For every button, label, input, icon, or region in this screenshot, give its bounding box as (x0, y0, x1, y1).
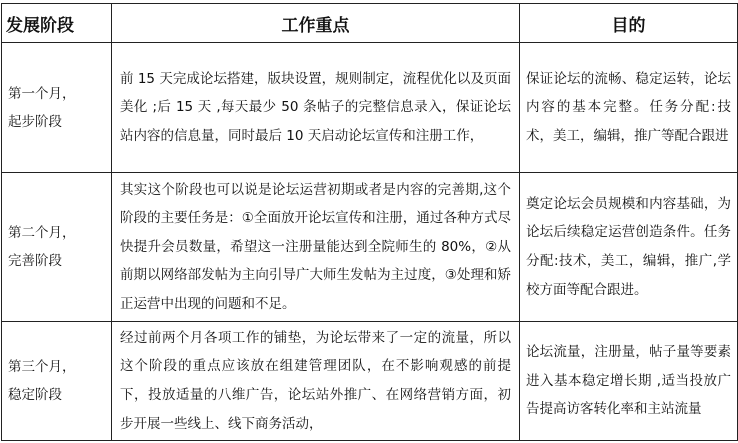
goal-cell (520, 322, 738, 441)
stage-name: 完善阶段 (8, 253, 62, 269)
stage-month: 第二个月， (8, 225, 76, 241)
focus-cell (112, 322, 520, 441)
goal-cell (520, 173, 738, 322)
goal-text: 保证论坛的流畅、稳定运转，论坛内容的基本完整。任务分配:技术，美工，编辑，推广等配合跟进 (526, 70, 731, 144)
table-row (2, 43, 738, 173)
header-goal: 目的 (520, 4, 738, 43)
stage-cell (2, 173, 112, 322)
focus-text: 经过前两个月各项工作的铺垫，为论坛带来了一定的流量，所以这个阶段的重点应该放在组建管理团队，在不影响观感的前提下，投放适量的八维广告，论坛站外推广、在网络营销方面，初步开展一些线上、线下商务活动， (120, 329, 511, 432)
stage-name: 起步阶段 (8, 113, 62, 130)
header-row (2, 4, 738, 43)
goal-text: 论坛流量，注册量，帖子量等要素进入基本稳定增长期 ,适当投放广告提高访客转化率和主站流量 (526, 344, 731, 418)
stage-cell (2, 43, 112, 173)
stage-cell (2, 322, 112, 441)
header-focus: 工作重点 (112, 4, 520, 43)
table-row (2, 322, 738, 441)
stage-month: 第三个月， (8, 359, 76, 375)
header-stage: 发展阶段 (2, 4, 112, 43)
focus-text: 前 15 天完成论坛搭建，版块设置，规则制定，流程优化以及页面美化 ;后 15 天 ,每天最少 50 条帖子的完整信息录入，保证论坛站内容的信息量，同时最后 10 天启动论坛宣传和注册工作， (120, 70, 511, 144)
focus-text: 其实这个阶段也可以说是论坛运营初期或者是内容的完善期,这个阶段的主要任务是：①全面放开论坛宣传和注册，通过各种方式尽快提升会员数量，希望这一注册量能达到全院师生的 80%，②从前期以网络部发帖为主向引导广大师生发帖为主过度，③处理和矫正运营中出现的问题和不足。 (120, 181, 511, 312)
focus-cell (112, 43, 520, 173)
focus-cell (112, 173, 520, 322)
stage-month: 第一个月， (8, 85, 76, 102)
table-row (2, 173, 738, 322)
plan-table (1, 3, 738, 441)
goal-cell (520, 43, 738, 173)
goal-text: 奠定论坛会员规模和内容基础，为论坛后续稳定运营创造条件。任务分配:技术，美工，编辑，推广,学校方面等配合跟进。 (526, 195, 731, 298)
stage-name: 稳定阶段 (8, 387, 62, 403)
